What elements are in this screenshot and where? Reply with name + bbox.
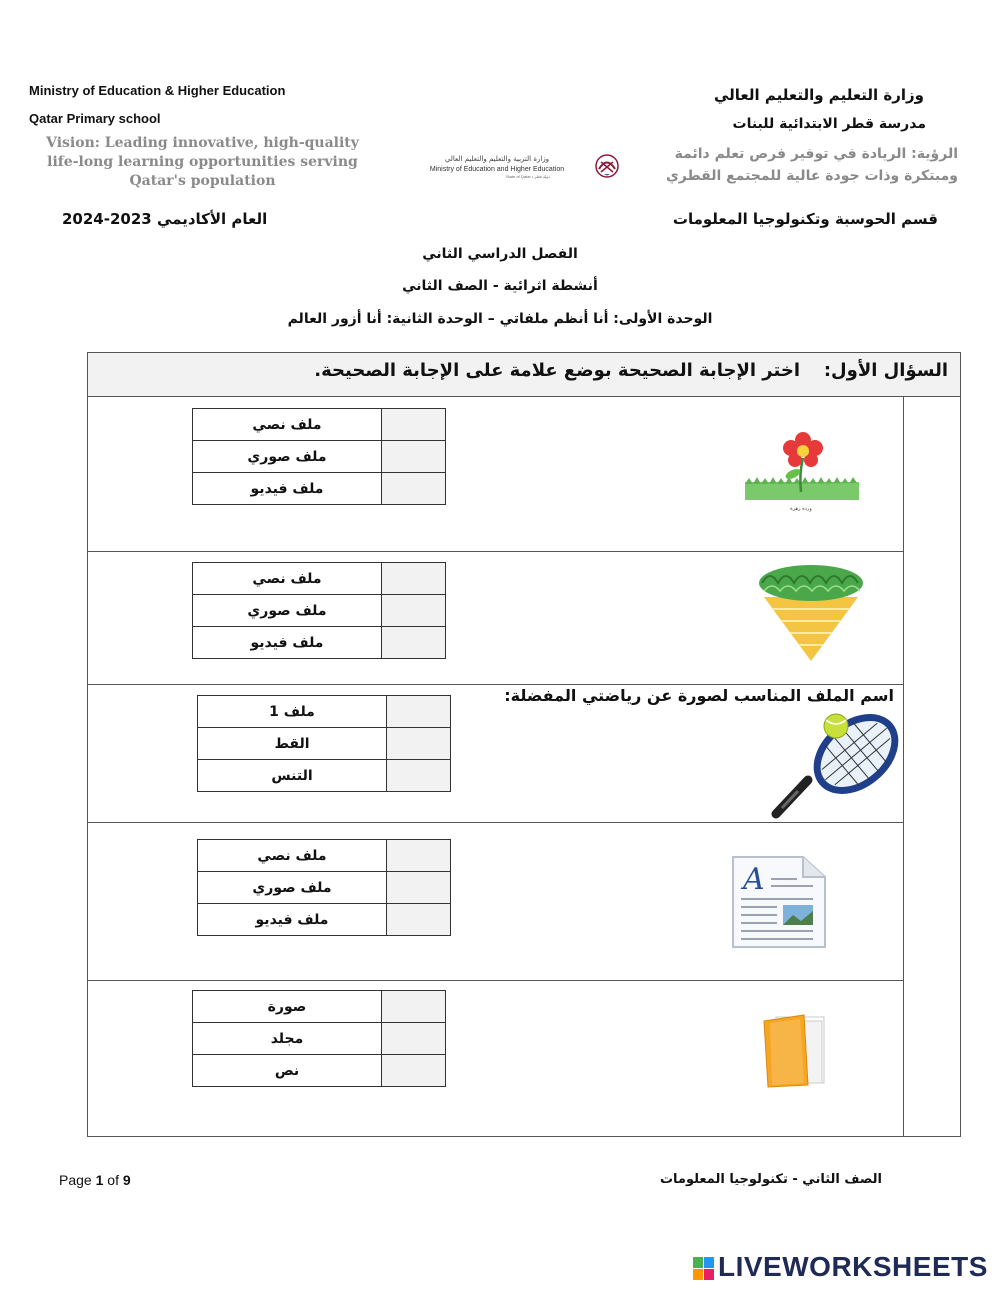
ar-vision-line-1: الرؤية: الريادة في توفير فرص تعلم دائمة	[674, 146, 958, 162]
answer-box[interactable]	[382, 563, 446, 595]
svg-text:A: A	[743, 862, 765, 897]
option-label: ملف نصي	[193, 563, 382, 595]
logo-en-text: Ministry of Education and Higher Education	[429, 166, 565, 173]
answer-box[interactable]	[387, 840, 451, 872]
answer-box[interactable]	[382, 627, 446, 659]
option-row	[193, 409, 446, 441]
question-instruction: اختر الإجابة الصحيحة بوضع علامة على الإجابة الصحيحة.	[314, 360, 800, 381]
ministry-logo	[405, 150, 623, 182]
flower-icon	[743, 428, 861, 514]
answer-box[interactable]	[382, 991, 446, 1023]
row-divider	[88, 822, 903, 823]
semester-title: الفصل الدراسي الثاني	[422, 246, 578, 262]
answer-box[interactable]	[382, 409, 446, 441]
options-table-3	[197, 695, 451, 792]
page-total: 9	[122, 1172, 131, 1188]
option-row	[193, 1055, 446, 1087]
qatar-emblem-icon	[596, 155, 618, 177]
nest-cone-icon	[756, 563, 866, 663]
en-vision-statement: Vision: Leading innovative, high-quality life-long learning opportunities serving Qatar's population	[46, 135, 359, 189]
option-row	[193, 1023, 446, 1055]
logo-ar-text: وزارة التربية والتعليم والتعليم العالي	[444, 155, 550, 163]
option-label: ملف نصي	[198, 840, 387, 872]
option-row	[193, 563, 446, 595]
en-school-name: Qatar Primary school	[29, 111, 161, 126]
option-label: ملف فيديو	[198, 904, 387, 936]
option-label: التنس	[198, 760, 387, 792]
option-label: القط	[198, 728, 387, 760]
ar-vision-statement	[658, 143, 958, 187]
option-label: مجلد	[193, 1023, 382, 1055]
option-row	[193, 441, 446, 473]
option-label: ملف صوري	[198, 872, 387, 904]
options-table-1	[192, 408, 446, 505]
answer-box[interactable]	[382, 441, 446, 473]
liveworksheets-logo-icon	[693, 1257, 715, 1281]
flower-caption: وردة زهرة	[790, 506, 812, 512]
page-prefix: Page	[59, 1172, 92, 1188]
liveworksheets-brand: LIVEWORKSHEETS	[718, 1251, 988, 1282]
option-label: ملف 1	[198, 696, 387, 728]
options-table-2	[192, 562, 446, 659]
answer-box[interactable]	[387, 728, 451, 760]
answer-box[interactable]	[382, 1023, 446, 1055]
option-row	[193, 595, 446, 627]
answer-box[interactable]	[387, 696, 451, 728]
en-ministry-name: Ministry of Education & Higher Education	[29, 83, 286, 98]
option-row	[198, 904, 451, 936]
ar-vision-line-2: ومبتكرة وذات جودة عالية للمجتمع القطري	[665, 168, 958, 184]
row-divider	[88, 980, 903, 981]
row-divider	[88, 684, 903, 685]
option-row	[198, 840, 451, 872]
option-label: ملف صوري	[193, 595, 382, 627]
option-row	[198, 872, 451, 904]
option-label: ملف فيديو	[193, 627, 382, 659]
page-number	[59, 1172, 131, 1188]
logo-state-text: State of Qatar • دولة قطر	[505, 174, 550, 179]
answer-box[interactable]	[387, 760, 451, 792]
option-label: ملف صوري	[193, 441, 382, 473]
option-label: نص	[193, 1055, 382, 1087]
units-title: الوحدة الأولى: أنا أنظم ملفاتي – الوحدة الثانية: أنا أزور العالم	[287, 311, 713, 327]
options-table-4	[197, 839, 451, 936]
document-file-icon	[727, 853, 829, 951]
option-row	[193, 627, 446, 659]
option-row	[198, 760, 451, 792]
ar-school-name: مدرسة قطر الابتدائية للبنات	[732, 116, 926, 132]
page-current: 1	[95, 1172, 104, 1188]
option-row	[198, 728, 451, 760]
tennis-racket-icon	[768, 712, 904, 820]
option-row	[198, 696, 451, 728]
answer-box[interactable]	[382, 1055, 446, 1087]
answer-box[interactable]	[382, 473, 446, 505]
option-label: ملف نصي	[193, 409, 382, 441]
option-label: ملف فيديو	[193, 473, 382, 505]
activities-title: أنشطة اثرائية - الصف الثاني	[402, 278, 598, 294]
academic-year: العام الأكاديمي 2023-2024	[62, 210, 268, 228]
answer-box[interactable]	[387, 872, 451, 904]
department-title: قسم الحوسبة وتكنولوجيا المعلومات	[672, 210, 938, 228]
option-row	[193, 991, 446, 1023]
tennis-question-prompt: اسم الملف المناسب لصورة عن رياضتي المفضلة:	[504, 686, 894, 705]
answer-box[interactable]	[382, 595, 446, 627]
question-label: السؤال الأول:	[823, 360, 948, 381]
page-of: of	[107, 1172, 119, 1188]
row-divider	[88, 551, 903, 552]
options-table-5	[192, 990, 446, 1087]
option-label: صورة	[193, 991, 382, 1023]
option-row	[193, 473, 446, 505]
footer-subject: الصف الثاني - تكنولوجيا المعلومات	[659, 1172, 882, 1187]
ar-ministry-name: وزارة التعليم والتعليم العالي	[713, 86, 924, 104]
folder-icon	[760, 1013, 828, 1089]
answer-box[interactable]	[387, 904, 451, 936]
